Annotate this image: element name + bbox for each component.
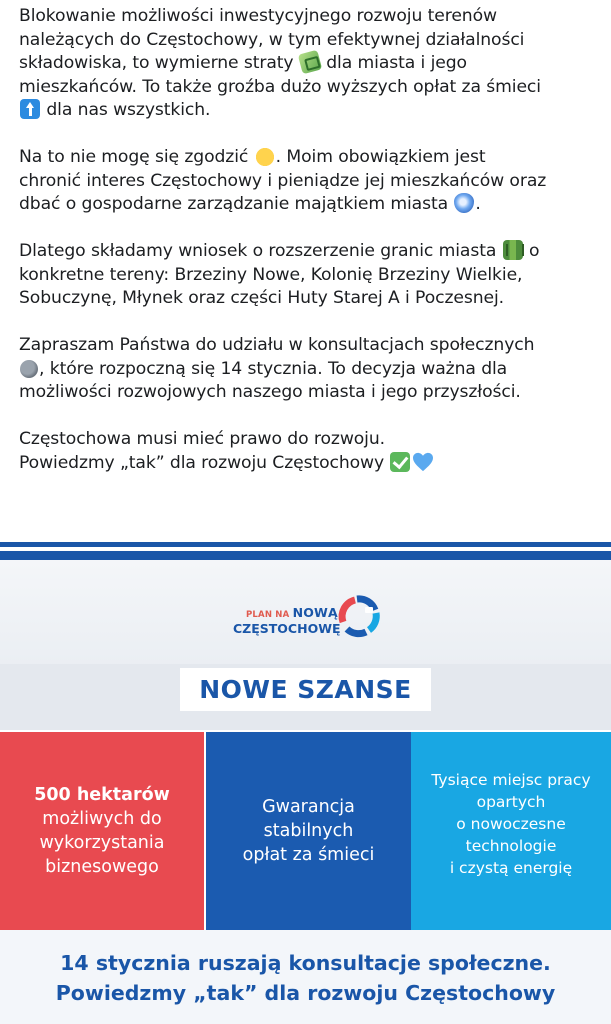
- headline-title: NOWE SZANSE: [199, 675, 412, 704]
- post-line: [19, 358, 599, 382]
- footer-line-2: Powiedzmy „tak” dla rozwoju Częstochowy: [55, 981, 556, 1005]
- post-text-fragment: . Moim obowiązkiem jest: [275, 147, 486, 167]
- logo-small-label: PLAN NA: [246, 610, 290, 620]
- post-line: [19, 52, 599, 76]
- check-mark-icon: [390, 452, 410, 472]
- money-with-wings-icon: [298, 50, 322, 74]
- post-line: mieszkańców. To także groźba dużo wyższych opłat za śmieci: [19, 76, 541, 97]
- logo-small-bold: NOWĄ: [292, 605, 338, 620]
- post-line: możliwości rozwojowych naszego miasta i jego przyszłości.: [19, 382, 521, 402]
- headline-box: [180, 668, 431, 711]
- shield-icon: [454, 193, 474, 213]
- panel-hectares-strong: 500 hektarów: [34, 785, 170, 805]
- post-line: Blokowanie możliwości inwestycyjnego rozwoju terenów: [19, 6, 497, 26]
- logo-ring-icon: [335, 592, 383, 640]
- speaking-head-icon: [20, 360, 38, 378]
- post-paragraph-1: [19, 5, 599, 123]
- post-line: [19, 452, 599, 476]
- post-paragraph-4: [19, 334, 599, 405]
- top-stripe: [0, 542, 611, 560]
- logo-big-text: CZĘSTOCHOWĘ: [233, 621, 341, 636]
- post-paragraph-3: [19, 240, 599, 311]
- post-body: [19, 5, 599, 499]
- post-line: Zapraszam Państwa do udziału w konsultacjach społecznych: [19, 335, 535, 355]
- post-paragraph-2: [19, 146, 599, 217]
- post-line: konkretne tereny: Brzeziny Nowe, Kolonię Brzeziny Wielkie,: [19, 264, 523, 285]
- plan-logo: [230, 600, 390, 658]
- post-line: chronić interes Częstochowy i pieniądze jej mieszkańców oraz: [19, 170, 547, 191]
- post-line: [19, 146, 599, 170]
- post-text-fragment: dla nas wszystkich.: [41, 100, 211, 120]
- panel-hectares-text: [34, 783, 170, 879]
- post-text-fragment: , które rozpoczną się 14 stycznia. To decyzja ważna dla: [39, 358, 508, 379]
- footer-slogan: [0, 948, 611, 1008]
- post-text-fragment: Dlatego składamy wniosek o rozszerzenie granic miasta: [19, 241, 497, 261]
- post-line: Częstochowa musi mieć prawo do rozwoju.: [19, 429, 386, 449]
- map-icon: [503, 240, 523, 260]
- panel-hectares-rest: możliwych do wykorzystania biznesowego: [39, 809, 165, 877]
- post-text-fragment: dbać o gospodarne zarządzanie majątkiem miasta: [19, 194, 449, 214]
- post-line: należących do Częstochowy, w tym efektywnej działalności: [19, 29, 525, 50]
- blue-heart-icon: [412, 452, 434, 472]
- post-text-fragment: o: [523, 241, 540, 261]
- post-text-fragment: Powiedzmy „tak” dla rozwoju Częstochowy: [19, 452, 385, 473]
- post-line: [19, 99, 599, 123]
- panel-waste-fees: [206, 732, 411, 930]
- post-paragraph-5: [19, 428, 599, 475]
- panel-waste-fees-text: Gwarancja stabilnych opłat za śmieci: [242, 797, 375, 865]
- post-line: Sobuczynę, Młynek oraz części Huty Starej A i Poczesnej.: [19, 288, 505, 308]
- post-text-fragment: .: [475, 194, 481, 214]
- post-text-fragment: dla miasta i jego: [320, 53, 467, 73]
- post-line: [19, 240, 599, 264]
- panel-hectares: [0, 732, 204, 930]
- up-arrow-icon: [20, 99, 40, 119]
- post-text-fragment: Na to nie mogę się zgodzić: [19, 147, 249, 167]
- raised-hand-icon: [255, 146, 275, 166]
- post-text-fragment: składowiska, to wymierne straty: [19, 53, 294, 73]
- panel-jobs-text: Tysiące miejsc pracy opartych o nowoczesne technologie i czystą energię: [431, 771, 591, 877]
- panel-jobs: [411, 732, 611, 930]
- logo-small-text: [246, 605, 338, 620]
- footer-line-1: 14 stycznia ruszają konsultacje społeczne.: [60, 951, 551, 975]
- campaign-graphic: [0, 542, 611, 1024]
- benefit-panels: [0, 732, 611, 930]
- post-line: [19, 193, 599, 217]
